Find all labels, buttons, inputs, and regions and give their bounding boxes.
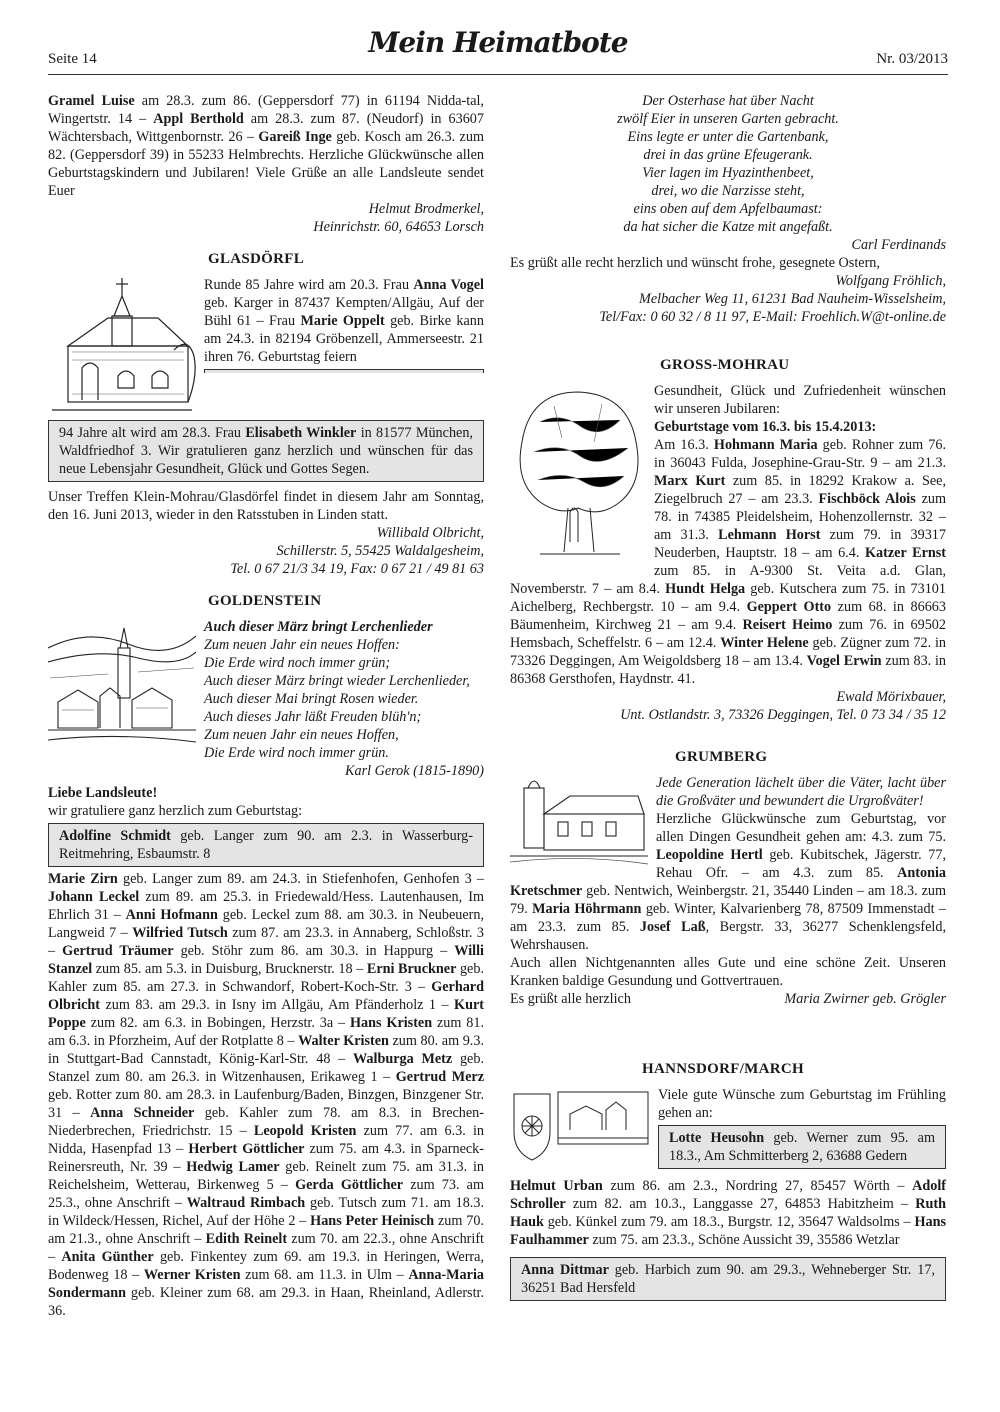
text-run: zum 87. am 23.3. in Annaberg, Schloßstr. 3 – xyxy=(48,925,484,959)
text-run: geb. Rotter zum 80. am 28.3. in Laufenburg/Baden, Binzgen, Binzgener Str. 31 – xyxy=(48,1087,484,1121)
section-heading-glasdoerfl: GLASDÖRFL xyxy=(208,251,305,267)
person-name: Walter Kristen xyxy=(298,1033,389,1049)
glasdoerfl-highlight-box-top xyxy=(204,369,484,373)
person-name: Walburga Metz xyxy=(353,1051,453,1067)
person-name: Anita Günther xyxy=(61,1249,154,1265)
person-name: Adolfine Schmidt xyxy=(59,828,171,844)
text-run: geb. Stöhr zum 86. am 30.3. in Happurg – xyxy=(173,943,455,959)
person-name: Hans Faulhammer xyxy=(510,1214,946,1248)
text-run: geb. Künkel zum 79. am 18.3., Burgstr. 12, 35647 Waldsolms – xyxy=(543,1214,915,1230)
hannsdorf-intro: Viele gute Wünsche zum Geburtstag im Frühling gehen an: xyxy=(658,1087,946,1121)
person-name: Anna-Maria Sondermann xyxy=(48,1267,484,1301)
person-name: Anna Dittmar xyxy=(521,1262,609,1278)
person-name: Marie Zirn xyxy=(48,871,118,887)
goldenstein-greeting: Liebe Landsleute! xyxy=(48,785,158,801)
section-heading-gross-mohrau: GROSS-MOHRAU xyxy=(660,357,790,373)
person-name: Gertrud Merz xyxy=(395,1069,484,1085)
person-name: Willi Stanzel xyxy=(48,943,484,977)
text-run: geb. Zügner zum 72. in 73326 Deggingen, Am Weigoldsberg 18 – am 13.4. xyxy=(510,635,946,669)
left-column xyxy=(48,92,484,1320)
person-name: Winter Helene xyxy=(720,635,809,651)
text-run: zum 83. am 29.3. in Isny im Allgäu, Am Pfänderholz 1 – xyxy=(100,997,455,1013)
person-name: Lehmann Horst xyxy=(718,527,821,543)
person-name: Kurt Poppe xyxy=(48,997,484,1031)
text-run: zum 82. am 6.3. in Bobingen, Herzstr. 3a – xyxy=(85,1015,350,1031)
easter-signature-address: Melbacher Weg 11, 61231 Bad Nauheim-Wisselsheim, xyxy=(639,291,946,307)
person-name: Herbert Göttlicher xyxy=(188,1141,305,1157)
text-run: geb. Stanzel zum 80. am 26.3. in Witzenhausen, Erikaweg 1 – xyxy=(48,1051,484,1085)
gross-mohrau-signature-name: Ewald Mörixbauer, xyxy=(836,689,946,705)
town-illustration xyxy=(48,618,196,746)
gross-mohrau-signature-address: Unt. Ostlandstr. 3, 73326 Deggingen, Tel. 0 73 34 / 35 12 xyxy=(620,707,946,723)
glasdoerfl-signature-name: Willibald Olbricht, xyxy=(376,525,484,541)
hannsdorf-highlight-text-2 xyxy=(521,1261,935,1297)
person-name: Geppert Otto xyxy=(746,599,832,615)
text-run: geb. Kutschera zum 75. in 73101 Aichelberg, Rechbergstr. 10 – am 9.4. xyxy=(510,581,946,615)
right-column xyxy=(510,92,946,1304)
text-run: geb. Leckel zum 88. am 30.3. in Neubeuern, Langweid 7 – xyxy=(48,907,484,941)
text-run: zum 80. am 9.3. in Stuttgart-Bad Cannstadt, König-Karl-Str. 48 – xyxy=(48,1033,484,1067)
person-name: Gertrud Träumer xyxy=(62,943,174,959)
hannsdorf-birthday-list xyxy=(510,1177,946,1249)
person-name: Hans Kristen xyxy=(350,1015,433,1031)
page-number: Seite 14 xyxy=(48,51,97,67)
glasdoerfl-highlight-box xyxy=(48,420,484,482)
issue-number: Nr. 03/2013 xyxy=(876,51,948,67)
text-run: geb. Nentwich, Weinbergstr. 21, 35440 Linden – am 18.3. zum 79. xyxy=(510,883,946,917)
goldenstein-highlight-box xyxy=(48,823,484,867)
text-run: zum 83. in 86368 Gersthofen, Haydnstr. 41. xyxy=(510,653,946,687)
person-name: Josef Laß xyxy=(639,919,706,935)
poem-line: Zum neuen Jahr ein neues Hoffen: xyxy=(204,637,400,653)
person-name: Wilfried Tutsch xyxy=(132,925,228,941)
text-run: 94 Jahre alt wird am 28.3. Frau xyxy=(59,425,246,441)
text-run: zum 76. in 69502 Hemsbach, Scheffelstr. 6 – am 12.4. xyxy=(510,617,946,651)
person-name: Hedwig Lamer xyxy=(186,1159,280,1175)
text-run: geb. Karger in 87437 Kempten/Allgäu, Auf der Bühl 61 – Frau xyxy=(204,295,484,329)
text-run: geb. Rohner zum 76. in 36043 Fulda, Josephine-Grau-Str. 9 – am 21.3. xyxy=(654,437,947,471)
village-church-illustration xyxy=(510,774,648,870)
text-run: geb. Kahler zum 85. am 27.3. in Schwandorf, Robert-Koch-Str. 3 – xyxy=(48,961,484,995)
person-name: Elisabeth Winkler xyxy=(245,425,357,441)
gross-mohrau-date-range: Geburtstage vom 16.3. bis 15.4.2013: xyxy=(654,419,877,435)
text-run: zum 79. in 39317 Neuderben, Hauptstr. 18 – am 6.4. xyxy=(654,527,946,561)
text-run: zum 85. in A-9300 St. Veita a.d. Glan, Novemberstr. 7 – am 8.4. xyxy=(510,563,946,597)
poem-line: drei, wo die Narzisse steht, xyxy=(651,183,805,199)
text-run: , Bergstr. 33, 36277 Schenklengsfeld, Wehrshausen. xyxy=(510,919,947,953)
text-run: am 28.3. zum 86. (Geppersdorf 77) in 61194 Nidda-tal, Wingertstr. 14 – xyxy=(48,93,484,127)
text-run: zum 85. am 5.3. in Duisburg, Brucknerstr. 18 – xyxy=(92,961,367,977)
glasdoerfl-signature-address: Schillerstr. 5, 55425 Waldalgesheim, xyxy=(276,543,484,559)
glasdoerfl-signature-phone: Tel. 0 67 21/3 34 19, Fax: 0 67 21 / 49 81 63 xyxy=(230,561,484,577)
person-name: Katzer Ernst xyxy=(865,545,946,561)
glasdoerfl-highlight-text xyxy=(59,424,473,478)
text-run: zum 68. in 86663 Bäumenheim, Kirchweg 21 – am 9.4. xyxy=(510,599,946,633)
poem-line: Auch dieses Jahr läßt Freuden blüh'n; xyxy=(204,709,422,725)
text-run: geb. Harbich zum 90. am 29.3., Wehneberger Str. 17, 36251 Bad Hersfeld xyxy=(521,1262,935,1296)
poem-line: Auch dieser März bringt wieder Lerchenlieder, xyxy=(204,673,470,689)
text-run: zum 70. am 21.3., ohne Anschrift – xyxy=(48,1213,484,1247)
person-name: Reisert Heimo xyxy=(742,617,833,633)
poem-line: Die Erde wird noch immer grün; xyxy=(204,655,391,671)
section-heading-goldenstein: GOLDENSTEIN xyxy=(208,593,322,609)
person-name: Hans Peter Heinisch xyxy=(310,1213,435,1229)
person-name: Waltraud Rimbach xyxy=(186,1195,306,1211)
person-name: Maria Höhrmann xyxy=(532,901,642,917)
section-heading-grumberg: GRUMBERG xyxy=(675,749,768,765)
grumberg-signature: Maria Zwirner geb. Grögler xyxy=(784,991,946,1007)
text-run: Herzliche Glückwünsche zum Geburtstag, vor allen Dingen Gesundheit gehen am: 4.3. zum 75. xyxy=(656,811,946,845)
text-run: zum 89. am 25.3. in Friedewald/Hess. Lautenhausen, Im Ehrlich 31 – xyxy=(48,889,484,923)
poem-line: Zum neuen Jahr ein neues Hoffen, xyxy=(204,727,399,743)
text-run: geb. Reinelt zum 75. am 31.3. in Reichelsheim, Wetterau, Birkenweg 5 – xyxy=(48,1159,484,1193)
person-name: Anni Hofmann xyxy=(125,907,218,923)
text-run: geb. Winter, Kalvarienberg 78, 87509 Immenstadt – am 23.3. zum 85. xyxy=(510,901,947,935)
text-run: geb. Kosch am 26.3. zum 82. (Geppersdorf 39) in 55233 Helmbrechts. Herzliche Glückwünsche allen Geburtstagskindern und Jubilaren! Viele Grüße an alle Landsleute sendet Euer xyxy=(48,129,484,199)
person-name: Anna Vogel xyxy=(413,277,484,293)
hannsdorf-highlight-box-2 xyxy=(510,1257,946,1301)
easter-poem-author: Carl Ferdinands xyxy=(851,237,946,253)
section-heading-hannsdorf-march: HANNSDORF/MARCH xyxy=(642,1061,804,1077)
person-name: Edith Reinelt xyxy=(205,1231,288,1247)
person-name: Werner Kristen xyxy=(143,1267,241,1283)
text-run: zum 68. am 11.3. in Ulm – xyxy=(240,1267,409,1283)
intro-paragraph xyxy=(48,92,484,200)
tree-illustration xyxy=(510,382,646,562)
person-name: Leopoldine Hertl xyxy=(656,847,763,863)
poem-line: da hat sicher die Katze mit angefaßt. xyxy=(623,219,833,235)
text-run: geb. Birke kann am 24.3. in 82194 Gröbenzell, Ammerseestr. 21 ihren 76. Geburtstag feiern xyxy=(204,313,484,365)
goldenstein-greeting-line: wir gratuliere ganz herzlich zum Geburtstag: xyxy=(48,803,303,819)
hannsdorf-highlight-box xyxy=(658,1125,946,1169)
poem-line: Die Erde wird noch immer grün. xyxy=(204,745,389,761)
goldenstein-birthday-list xyxy=(48,870,484,1320)
person-name: Appl Berthold xyxy=(153,111,244,127)
easter-greeting: Es grüßt alle recht herzlich und wünscht frohe, gesegnete Ostern, xyxy=(510,255,880,271)
text-run: zum 75. am 23.3., Schöne Aussicht 39, 35586 Wetzlar xyxy=(588,1232,900,1248)
text-run: geb. Finkentey zum 69. am 19.3. in Heringen, Werra, Bodenweg 18 – xyxy=(48,1249,485,1283)
text-run: zum 75. am 4.3. in Sparneck-Reinersreuth, Nr. 39 – xyxy=(48,1141,484,1175)
gross-mohrau-intro: Gesundheit, Glück und Zufriedenheit wünschen wir unseren Jubilaren: xyxy=(654,383,946,417)
text-run: zum 82. am 10.3., Langgasse 27, 64853 Habitzheim – xyxy=(565,1196,916,1212)
person-name: Leopold Kristen xyxy=(253,1123,357,1139)
poem-line: Auch dieser Mai bringt Rosen wieder. xyxy=(204,691,419,707)
text-run: am 28.3. zum 87. (Neudorf) in 63607 Wächtersbach, Wittgenbornstr. 26 – xyxy=(48,111,484,145)
goldenstein-poem-title: Auch dieser März bringt Lerchenlieder xyxy=(204,619,433,635)
text-run: zum 78. in 74385 Pleidelsheim, Hohenzollernstr. 32 – am 31.3. xyxy=(654,491,946,543)
person-name: Johann Leckel xyxy=(48,889,140,905)
person-name: Gramel Luise xyxy=(48,93,135,109)
hannsdorf-highlight-text xyxy=(669,1129,935,1165)
person-name: Gareiß Inge xyxy=(258,129,332,145)
easter-signature-name: Wolfgang Fröhlich, xyxy=(835,273,946,289)
poem-line: Der Osterhase hat über Nacht xyxy=(642,93,814,109)
person-name: Marx Kurt xyxy=(654,473,726,489)
intro-signature-address: Heinrichstr. 60, 64653 Lorsch xyxy=(313,219,484,235)
goldenstein-highlight-text xyxy=(59,827,473,863)
grumberg-wishes: Auch allen Nichtgenannten alles Gute und eine schöne Zeit. Unseren Kranken baldige Gesundung und Gottvertrauen. xyxy=(510,955,946,989)
text-run: geb. Langer zum 90. am 2.3. in Wasserburg-Reitmehring, Esbaumstr. 8 xyxy=(59,828,473,862)
text-run: zum 81. am 6.3. in Pforzheim, Auf der Rotplatte 8 – xyxy=(48,1015,485,1049)
poem-line: eins oben auf dem Apfelbaumast: xyxy=(633,201,823,217)
text-run: geb. Kleiner zum 68. am 29.3. in Haan, Rheinland, Adlerstr. 36. xyxy=(48,1285,484,1319)
grumberg-greeting xyxy=(510,990,946,1008)
text-run: zum 70. am 22.3., ohne Anschrift – xyxy=(48,1231,484,1265)
person-name: Adolf Schroller xyxy=(510,1178,946,1212)
grumberg-quote: Jede Generation lächelt über die Väter, lacht über die Großväter und bewundert die Urgroßväter! xyxy=(656,775,946,809)
person-name: Marie Oppelt xyxy=(300,313,385,329)
text-run: zum 73. am 25.3., ohne Anschrift – xyxy=(48,1177,485,1211)
glasdoerfl-meeting-text: Unser Treffen Klein-Mohrau/Glasdörfel findet in diesem Jahr am Sonntag, den 16. Juni 2013, wieder in den Ratsstuben in Linden statt. xyxy=(48,489,484,523)
goldenstein-poem-author: Karl Gerok (1815-1890) xyxy=(345,763,484,779)
text-run: geb. Tutsch zum 71. am 18.3. in Wildeck/Hessen, Richel, Auf der Höhe 2 – xyxy=(48,1195,484,1229)
person-name: Erni Bruckner xyxy=(366,961,457,977)
person-name: Gerda Göttlicher xyxy=(295,1177,404,1193)
person-name: Lotte Heusohn xyxy=(669,1130,765,1146)
text-run: zum 86. am 2.3., Nordring 27, 85457 Wörth – xyxy=(602,1178,913,1194)
text-run: zum 85. in 18292 Krakow a. See, Ziegelbruch 27 – am 23.3. xyxy=(654,473,947,507)
text-run: geb. Langer zum 89. am 24.3. in Stiefenhofen, Genhofen 3 – xyxy=(117,871,484,887)
easter-poem xyxy=(510,92,946,236)
person-name: Antonia Kretschmer xyxy=(510,865,946,899)
text-run: geb. Werner zum 95. am 18.3., Am Schmitterberg 2, 63688 Gedern xyxy=(669,1130,935,1164)
poem-line: Vier lagen im Hyazinthenbeet, xyxy=(642,165,814,181)
page-header xyxy=(48,26,948,75)
text-run: Am 16.3. xyxy=(654,437,714,453)
person-name: Helmut Urban xyxy=(510,1178,603,1194)
person-name: Ruth Hauk xyxy=(510,1196,946,1230)
poem-line: zwölf Eier in unseren Garten gebracht. xyxy=(617,111,839,127)
text-run: geb. Kahler zum 78. am 8.3. in Brechen-Niederbrechen, Friedrichstr. 15 – xyxy=(48,1105,484,1139)
text-run: geb. Kubitschek, Jägerstr. 77, Rehau Ofr. – am 4.3. zum 85. xyxy=(656,847,946,881)
person-name: Gerhard Olbricht xyxy=(48,979,484,1013)
poem-line: drei in das grüne Efeugerank. xyxy=(643,147,813,163)
grumberg-greeting-text: Es grüßt alle herzlich xyxy=(510,991,631,1007)
coat-of-arms-and-castle-illustration xyxy=(510,1086,650,1166)
intro-signature-name: Helmut Brodmerkel, xyxy=(368,201,484,217)
text-run: in 81577 München, Waldfriedhof 3. Wir gratulieren ganz herzlich und wünschen für das neue Lebensjahr Gesundheit, Glück und Gottes Segen. xyxy=(59,425,473,477)
masthead-title: Mein Heimatbote xyxy=(368,26,628,59)
poem-line: Eins legte er unter die Gartenbank, xyxy=(627,129,829,145)
text-run: zum 77. am 6.3. in Nidda, Hasenpfad 13 – xyxy=(48,1123,484,1157)
person-name: Hohmann Maria xyxy=(713,437,818,453)
person-name: Vogel Erwin xyxy=(806,653,882,669)
text-run: Runde 85 Jahre wird am 20.3. Frau xyxy=(204,277,414,293)
person-name: Hundt Helga xyxy=(665,581,746,597)
chapel-illustration xyxy=(48,276,196,416)
easter-signature-contact: Tel/Fax: 0 60 32 / 8 11 97, E-Mail: Froehlich.W@t-online.de xyxy=(599,309,946,325)
person-name: Fischböck Alois xyxy=(818,491,916,507)
person-name: Anna Schneider xyxy=(90,1105,195,1121)
